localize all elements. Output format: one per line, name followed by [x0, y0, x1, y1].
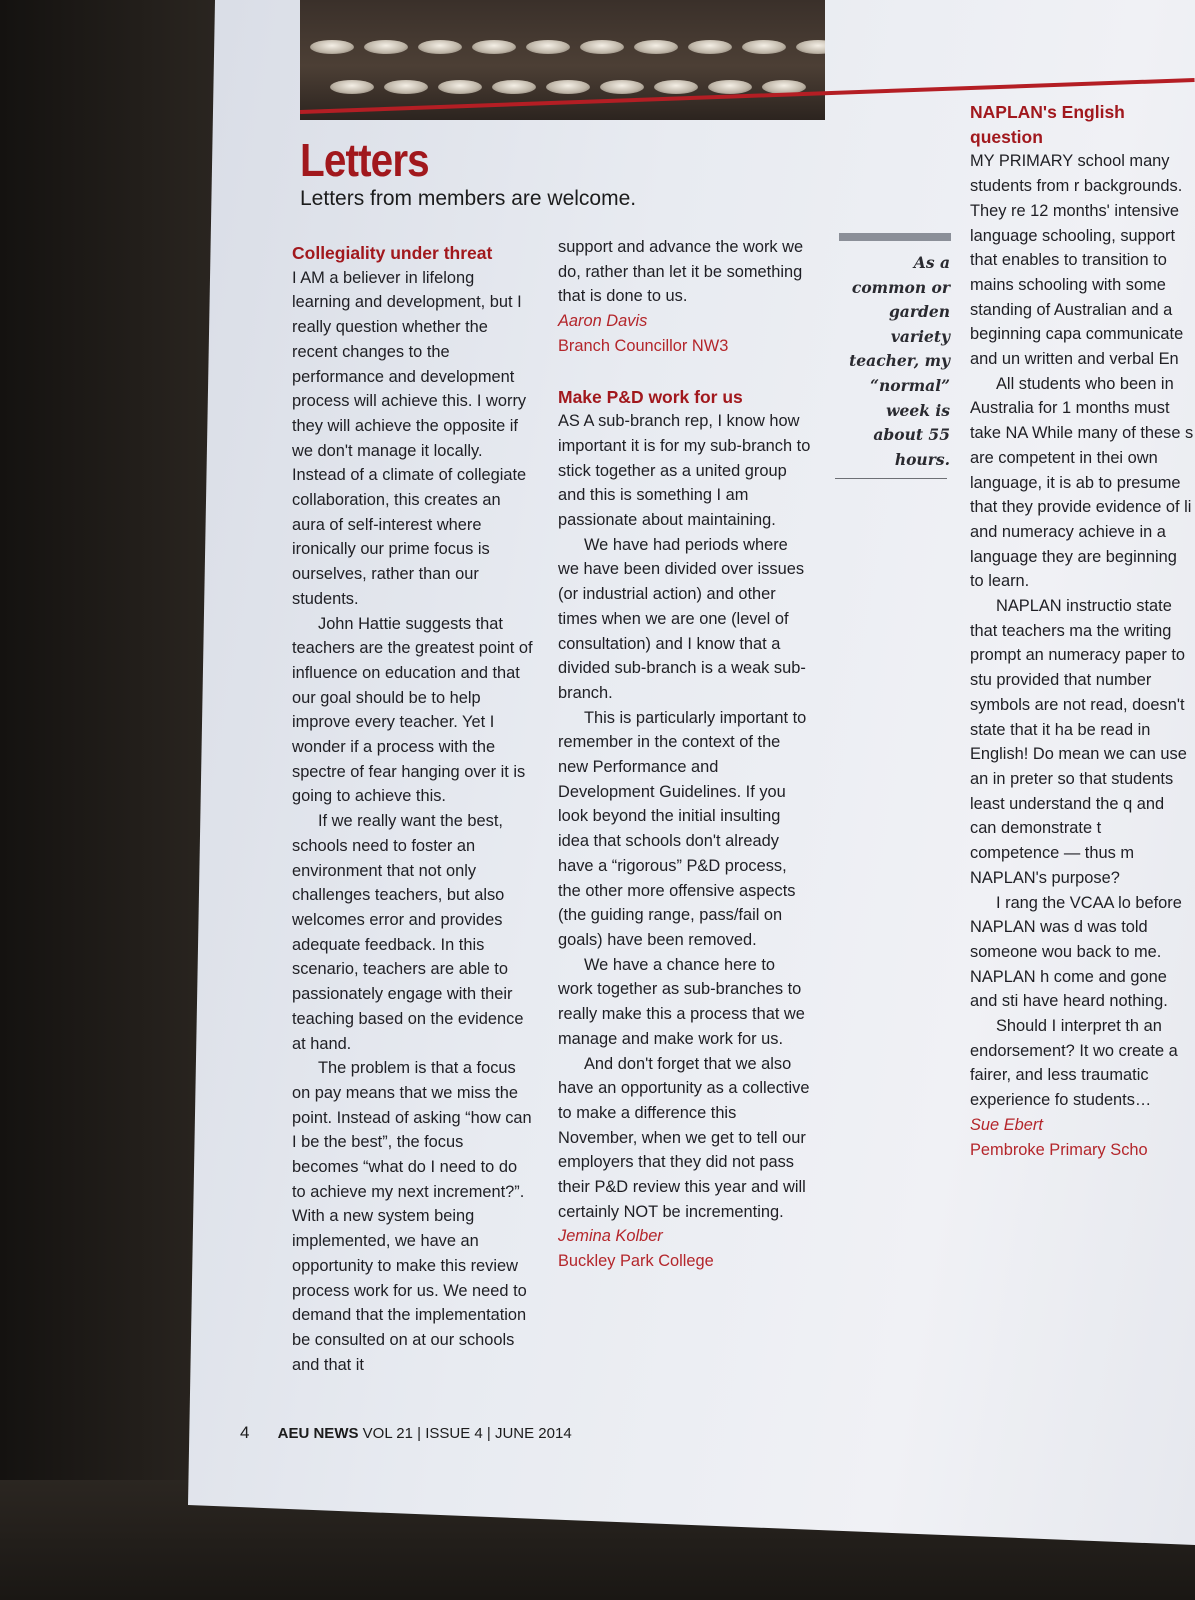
letter-paragraph: NAPLAN instructio state that teachers ma the writing prompt an numeracy paper to stu provided that number symbols are not read, doesn't state that it ha be read in English! Do mean we can use an in preter so that students least understand the q and can demonstrate t competence — thus m NAPLAN's purpose?	[970, 597, 1187, 887]
letter-paragraph: support and advance the work we do, rather than let it be something that is done to us.	[558, 238, 804, 306]
letters-section	[240, 102, 1195, 1475]
page-footer	[240, 1423, 572, 1443]
pull-quote-rule	[835, 478, 947, 479]
letter-author-role: Branch Councillor NW3	[558, 336, 729, 355]
publication-name: AEU NEWS	[277, 1425, 359, 1442]
letter-author: Aaron Davis	[558, 312, 648, 331]
letter-paragraph: I AM a believer in lifelong learning and development, but I really question whether the recent changes to the performance and development process will achieve this. I worry they will achieve the opposite if we don't manage it locally. Instead of a climate of collegiate collaboration, this creates an aura of self-interest where ironically our prime focus is ourselves, rather than our students.	[292, 268, 527, 608]
letter-paragraph: The problem is that a focus on pay means that we miss the point. Instead of asking “how can I be the best”, the focus becomes “what do I need to do to achieve my next increment?”. With a new system being implemented, we have an opportunity to make this review process work for us. We need to demand that the implementation be consulted on at our schools and that it	[292, 1059, 532, 1374]
letter-heading: NAPLAN's English question	[970, 102, 1125, 147]
letter-paragraph: This is particularly important to remember in the context of the new Performance and Development Guidelines. If you look beyond the initial insulting idea that schools don't already have a “rigorous” P&D process, the other more offensive aspects (the guiding range, pass/fail on goals) have been removed.	[558, 708, 807, 949]
column-2	[558, 235, 813, 1274]
page-subtitle: Letters from members are welcome.	[300, 187, 637, 210]
column-3	[970, 100, 1195, 1162]
issue-info: VOL 21 | ISSUE 4 | JUNE 2014	[362, 1425, 572, 1442]
letter-paragraph: AS A sub-branch rep, I know how important it is for my sub-branch to stick together as a united group and this is something I am passionate about maintaining.	[558, 412, 811, 530]
background-left	[0, 0, 215, 1600]
letter-paragraph: And don't forget that we also have an opportunity as a collective to make a difference this November, when we get to tell our employers that they did not pass their P&D review this year and will certainly NOT be incrementing.	[558, 1054, 810, 1221]
column-1	[292, 241, 534, 1377]
letter-author: Jemina Kolber	[558, 1227, 663, 1246]
pull-quote	[835, 233, 950, 479]
letter-author: Sue Ebert	[970, 1115, 1043, 1134]
letter-paragraph: We have had periods where we have been divided over issues (or industrial action) and other times when we are one (level of consultation) and I know that a divided sub-branch is a weak sub-branch.	[558, 535, 806, 702]
letter-paragraph: All students who been in Australia for 1 months must take NA While many of these s are competent in thei own language, it is ab to presume that they provide evidence of li and numeracy achieve in a language they are beginning to learn.	[970, 374, 1194, 591]
letter-heading: Make P&D work for us	[558, 386, 743, 407]
page-number: 4	[240, 1423, 250, 1442]
letter-paragraph: If we really want the best, schools need to foster an environment that not only challenges teachers, but also welcomes error and provides adequate feedback. In this scenario, teachers are able to passionately engage with their teaching based on the evidence at hand.	[292, 812, 524, 1053]
pull-quote-bar	[839, 233, 951, 241]
page-title: Letters	[300, 134, 429, 186]
typewriter-keys-row	[310, 40, 825, 54]
letter-paragraph: MY PRIMARY school many students from r backgrounds. They re 12 months' intensive language schooling, support that enables to transition to mains schooling with some standing of Australian and a beginning capa communicate and un written and verbal En	[970, 152, 1184, 369]
letter-paragraph: I rang the VCAA lo before NAPLAN was d was told someone wou back to me. NAPLAN h come and gone and sti have heard nothing.	[970, 893, 1182, 1011]
letter-author-role: Buckley Park College	[558, 1252, 714, 1271]
letter-paragraph: John Hattie suggests that teachers are the greatest point of influence on education and that our goal should be to help improve every teacher. Yet I wonder if a process with the spectre of fear hanging over it is going to achieve this.	[292, 614, 533, 806]
pull-quote-text: As a common or garden variety teacher, my “normal” week is about 55 hours.	[849, 253, 950, 469]
letter-heading: Collegiality under threat	[292, 243, 493, 263]
letter-paragraph: Should I interpret th an endorsement? It wo create a fairer, and less traumatic experience fo students…	[970, 1017, 1178, 1110]
letter-paragraph: We have a chance here to work together as sub-branches to really make this a process that we manage and make work for us.	[558, 955, 805, 1048]
letter-author-role: Pembroke Primary Scho	[970, 1140, 1148, 1159]
typewriter-keys-row	[330, 80, 806, 94]
